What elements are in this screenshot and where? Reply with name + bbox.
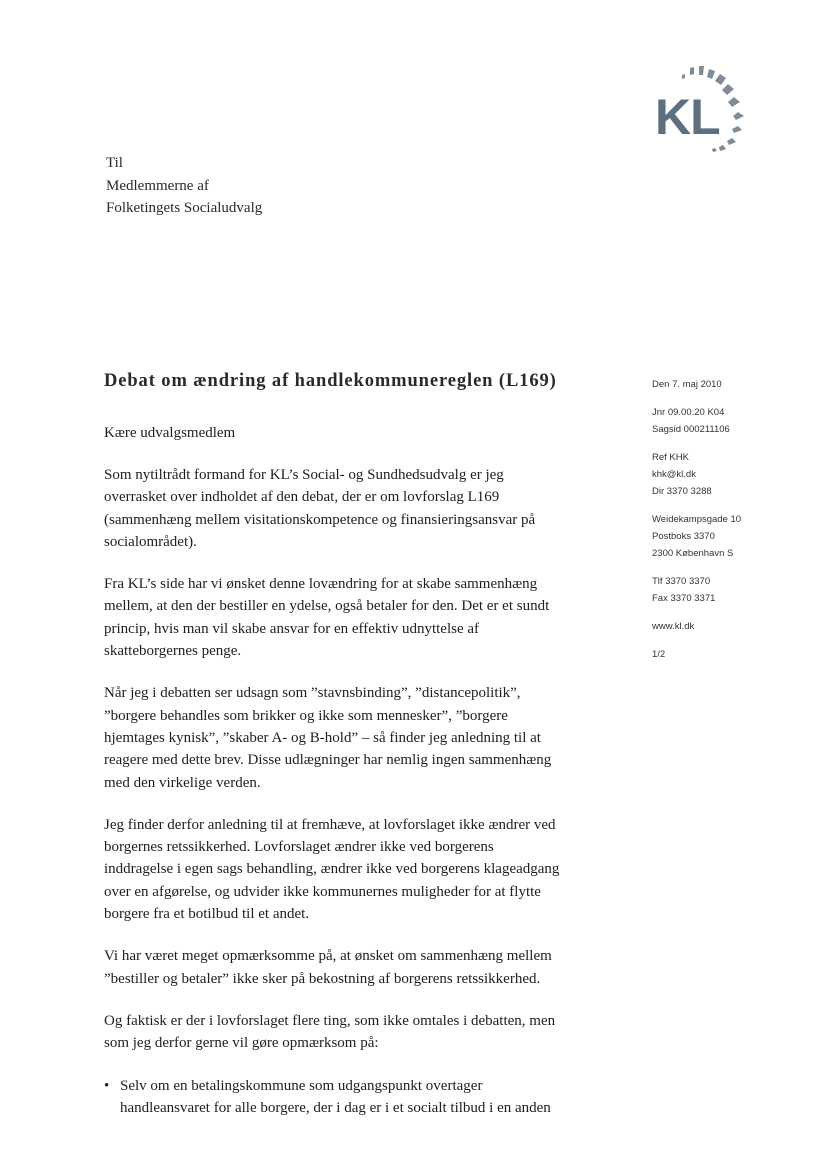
paragraph-line: Og faktisk er der i lovforslaget flere ting, som ikke omtales i debatten, men bbox=[104, 1012, 556, 1029]
paragraph-line: borgere fra et botilbud til et andet. bbox=[104, 906, 310, 923]
salutation: Kære udvalgsmedlem bbox=[104, 425, 236, 441]
letter-body bbox=[104, 464, 616, 1119]
sidebar-line: Jnr 09.00.20 K04 bbox=[652, 407, 725, 418]
paragraph-line: socialområdet). bbox=[104, 533, 197, 550]
sidebar-line: www.kl.dk bbox=[652, 621, 695, 632]
sidebar-group bbox=[652, 511, 802, 562]
paragraph-line: ”bestiller og betaler” ikke sker på bekostning af borgerens retssikkerhed. bbox=[104, 970, 541, 987]
sidebar-line: Fax 3370 3371 bbox=[652, 593, 716, 604]
sidebar-line: Ref KHK bbox=[652, 452, 689, 463]
sidebar-line: Dir 3370 3288 bbox=[652, 486, 712, 497]
paragraph-line: over en afgørelse, og udvider ikke kommunernes muligheder for at flytte bbox=[104, 883, 541, 900]
paragraph-line: reagere med dette brev. Disse udlægninger har nemlig ingen sammenhæng bbox=[104, 752, 552, 769]
sidebar-group bbox=[652, 449, 802, 500]
paragraph bbox=[104, 814, 616, 925]
paragraph-line: ”borgere behandles som brikker og ikke som mennesker”, ”borgere bbox=[104, 707, 508, 724]
sidebar-line: Den 7. maj 2010 bbox=[652, 379, 722, 390]
sidebar-line: Tlf 3370 3370 bbox=[652, 576, 711, 587]
sidebar-group bbox=[652, 404, 802, 438]
bullet-line: Selv om en betalingskommune som udgangspunkt overtager bbox=[120, 1077, 483, 1094]
paragraph bbox=[104, 682, 616, 793]
paragraph-line: inddragelse i egen sags behandling, ændrer ikke ved borgerens klageadgang bbox=[104, 861, 560, 878]
sender-info-sidebar bbox=[652, 376, 802, 674]
recipient-line: Til bbox=[106, 155, 123, 171]
sidebar-group bbox=[652, 573, 802, 607]
paragraph-line: Fra KL’s side har vi ønsket denne lovændring for at skabe sammenhæng bbox=[104, 576, 538, 593]
sidebar-line: 1/2 bbox=[652, 649, 666, 660]
paragraph bbox=[104, 1010, 616, 1055]
sidebar-line: Sagsid 000211106 bbox=[652, 424, 730, 435]
sidebar-line: Weidekampsgade 10 bbox=[652, 514, 742, 525]
paragraph-line: (sammenhæng mellem visitationskompetence og finansieringsansvar på bbox=[104, 511, 536, 528]
bullet-list bbox=[104, 1075, 616, 1120]
paragraph-line: mellem, at den der bestiller en ydelse, også betaler for den. Det er et sundt bbox=[104, 598, 550, 615]
sidebar-line: 2300 København S bbox=[652, 548, 734, 559]
sidebar-group bbox=[652, 376, 802, 393]
paragraph-line: med den virkelige verden. bbox=[104, 774, 261, 791]
bullet-line: handleansvaret for alle borgere, der i dag er i et socialt tilbud i en anden bbox=[120, 1099, 551, 1116]
paragraph-line: Jeg finder derfor anledning til at fremhæve, at lovforslaget ikke ændrer ved bbox=[104, 816, 556, 833]
bullet-item bbox=[104, 1075, 616, 1120]
paragraph-line: borgernes retssikkerhed. Lovforslaget ændrer ikke ved borgerens bbox=[104, 839, 494, 856]
sidebar-group bbox=[652, 618, 802, 635]
paragraph bbox=[104, 945, 616, 990]
paragraph-line: hjemtages kynisk”, ”skaber A- og B-hold” – så finder jeg anledning til at bbox=[104, 729, 541, 746]
paragraph-line: princip, hvis man vil skabe ansvar for en effektiv udnyttelse af bbox=[104, 620, 480, 637]
sidebar-group bbox=[652, 646, 802, 663]
kl-logo-text: KL bbox=[655, 89, 720, 145]
paragraph-line: Vi har været meget opmærksomme på, at ønsket om sammenhæng mellem bbox=[104, 948, 552, 965]
paragraph bbox=[104, 464, 616, 553]
recipient-line: Folketingets Socialudvalg bbox=[106, 200, 263, 216]
paragraph-line: Som nytiltrådt formand for KL’s Social- og Sundhedsudvalg er jeg bbox=[104, 467, 504, 483]
sidebar-line: khk@kl.dk bbox=[652, 469, 696, 480]
sidebar-line: Postboks 3370 bbox=[652, 531, 715, 542]
paragraph-line: Når jeg i debatten ser udsagn som ”stavnsbinding”, ”distancepolitik”, bbox=[104, 685, 521, 702]
paragraph-line: skatteborgernes penge. bbox=[104, 643, 242, 660]
bullet-dot-icon: • bbox=[104, 1077, 110, 1094]
paragraph bbox=[104, 573, 616, 662]
kl-logo bbox=[652, 62, 762, 162]
recipient-address bbox=[106, 152, 262, 220]
paragraph-line: som jeg derfor gerne vil gøre opmærksom på: bbox=[104, 1035, 379, 1052]
recipient-line: Medlemmerne af bbox=[106, 177, 209, 194]
letter-title: Debat om ændring af handlekommunereglen (L169) bbox=[104, 371, 557, 391]
paragraph-line: overrasket over indholdet af den debat, der er om lovforslag L169 bbox=[104, 489, 500, 506]
